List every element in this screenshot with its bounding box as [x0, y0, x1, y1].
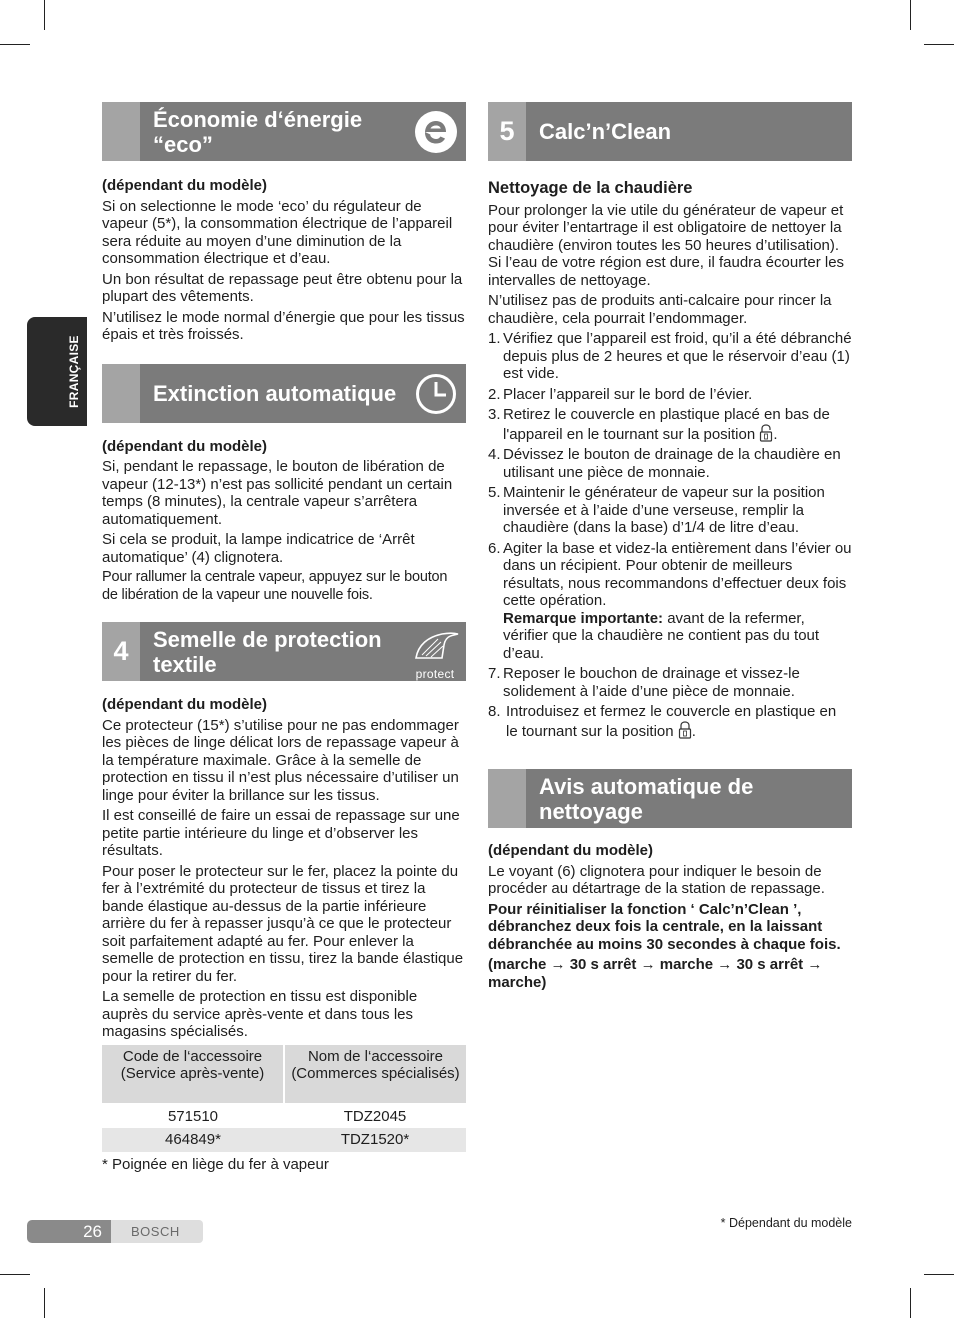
right-column — [488, 102, 852, 994]
unlock-position-icon — [759, 424, 773, 442]
model-note: (dépendant du modèle) — [488, 842, 653, 859]
crop-mark — [910, 0, 911, 30]
language-tab — [27, 317, 87, 426]
list-item — [488, 540, 852, 663]
section-header-eco — [102, 102, 466, 161]
section-number — [102, 364, 140, 423]
step-text: Retirez le couvercle en plastique placé en bas de l'appareil en le tournant sur la position — [503, 406, 830, 443]
paragraph: Un bon résultat de repassage peut être obtenu pour la plupart des vêtements. — [102, 270, 463, 305]
paragraph: N’utilisez pas de produits anti-calcaire pour rincer la chaudière, cela pourrait l’endommager. — [488, 292, 832, 327]
step-number: 8. — [488, 703, 501, 720]
section-title: Extinction automatique — [153, 380, 397, 406]
step-number: 7. — [488, 665, 501, 682]
section-title: Semelle de protection textile — [153, 626, 382, 677]
clock-icon — [412, 370, 460, 418]
paragraph: Si, pendant le repassage, le bouton de libération de vapeur (12-13*) n’est pas sollicité pendant un certain temps (8 minutes), la centrale vapeur s’arrêtera automatiquement. — [102, 458, 453, 528]
section-number: 5 — [488, 102, 526, 161]
left-column — [102, 102, 466, 1176]
subheading: Nettoyage de la chaudière — [488, 179, 693, 197]
crop-mark — [0, 1274, 30, 1275]
footer-note: * Dépendant du modèle — [720, 1216, 852, 1230]
model-note: (dépendant du modèle) — [102, 177, 267, 194]
page-number-text: 26 — [83, 1222, 102, 1241]
step-number: 1. — [488, 330, 501, 347]
step-text: Agiter la base et videz-la entièrement dans l’évier ou dans un récipient. Pour obtenir de meilleurs résultats, nous recommandons d’effectuer deux fois cette opération. — [503, 539, 852, 609]
list-item — [488, 446, 852, 481]
section-header-protect — [102, 622, 466, 681]
crop-mark — [910, 1288, 911, 1318]
lock-position-icon — [678, 721, 692, 739]
table-cell: 464849* — [102, 1128, 284, 1152]
step-text: Vérifiez que l’appareil est froid, qu’il a été débranché depuis plus de 2 heures et que le réservoir d’eau (1) est vide. — [503, 330, 852, 382]
crop-mark — [0, 44, 30, 45]
paragraph: La semelle de protection en tissu est disponible auprès du service après-vente et dans tous les magasins spécialisés. — [102, 988, 418, 1040]
table-cell: 571510 — [167, 1107, 219, 1125]
section-title: Avis automatique de nettoyage — [539, 773, 754, 824]
section-header-notice — [488, 769, 852, 828]
table-row — [102, 1103, 466, 1129]
accessory-table — [102, 1045, 466, 1152]
paragraph: N’utilisez le mode normal d’énergie que pour les tissus épais et très froissés. — [102, 308, 465, 343]
model-note: (dépendant du modèle) — [102, 437, 267, 455]
list-item — [488, 386, 852, 404]
step-text: Placer l’appareil sur le bord de l’évier. — [503, 385, 753, 403]
step-text-end: . — [691, 722, 696, 740]
section-number — [102, 102, 140, 161]
step-text: Maintenir le générateur de vapeur sur la position inversée et à l’aide d’une verseuse, remplir la chaudière (dans la base) d’1/4 de litre d’eau. — [503, 484, 825, 536]
list-item — [488, 703, 852, 740]
list-item — [488, 484, 852, 537]
paragraph: Le voyant (6) clignotera pour indiquer le besoin de procéder au détartrage de la station de repassage. — [488, 862, 825, 897]
crop-mark — [44, 0, 45, 30]
step-text: Introduisez et fermez le couvercle en plastique en le tournant sur la position — [506, 703, 837, 740]
crop-mark — [44, 1288, 45, 1318]
step-text: Dévissez le bouton de drainage de la chaudière en utilisant une pièce de monnaie. — [503, 446, 841, 481]
step-text: avant de la refermer, vérifier que la chaudière ne contient pas du tout d’eau. — [503, 609, 820, 662]
section-title: Économie d‘énergie “eco” — [153, 106, 363, 157]
section-header-calc — [488, 102, 852, 161]
step-number: 5. — [488, 484, 501, 501]
section-number: 4 — [102, 622, 140, 681]
table-header: Nom de l‘accessoire (Commerces spécialisés) — [284, 1045, 466, 1103]
table-header: Code de l‘accessoire (Service après-vente) — [102, 1045, 284, 1103]
table-cell: TDZ1520* — [284, 1128, 466, 1152]
paragraph: (marche → 30 s arrêt → marche → 30 s arrêt → marche) — [488, 956, 823, 991]
step-number: 4. — [488, 446, 501, 463]
section-title: Calc’n’Clean — [539, 119, 672, 144]
section-header-autooff — [102, 364, 466, 423]
page-number — [27, 1220, 111, 1243]
paragraph: Si cela se produit, la lampe indicatrice de ‘Arrêt automatique’ (4) clignotera. — [102, 531, 415, 566]
step-number: 3. — [488, 406, 501, 423]
step-number: 2. — [488, 385, 501, 403]
crop-mark — [924, 1274, 954, 1275]
iron-icon — [408, 625, 462, 665]
paragraph: Il est conseillé de faire un essai de repassage sur une petite partie intérieure du linge et d’observer les résultats. — [102, 807, 460, 859]
step-text-end: . — [773, 425, 778, 443]
list-item — [488, 665, 852, 700]
paragraph: Pour poser le protecteur sur le fer, placez la pointe du fer à l’extrémité du protecteur de tissus et tirez la bande élastique au-dessus de la partie inférieure arrière du fer à repasser jusqu’à ce que le protecteur soit parfaitement adapté au fer. Pour enlever la semelle de protection en tissu, tirez la bande élastique pour la retirer du fer. — [102, 862, 464, 985]
language-tab-label: FRANÇAISE — [67, 335, 81, 408]
cleaning-steps — [488, 330, 852, 740]
eco-e-icon — [412, 108, 460, 156]
protect-label: protect — [415, 667, 455, 681]
list-item — [488, 330, 852, 383]
iron-protect-icon — [408, 625, 462, 679]
table-cell: TDZ2045 — [343, 1107, 407, 1125]
step-text: Reposer le bouchon de drainage et vissez-le solidement à l’aide d’une pièce de monnaie. — [503, 665, 800, 700]
paragraph: Si on selectionne le mode ‘eco’ du régulateur de vapeur (5*), la consommation électrique de l’appareil sera réduite au moyen d’une diminution de la consommation électrique et d’eau. — [102, 197, 453, 267]
paragraph: Pour rallumer la centrale vapeur, appuyez sur le bouton de libération de la vapeur une nouvelle fois. — [102, 569, 448, 603]
step-number: 6. — [488, 539, 501, 557]
important-label: Remarque importante: — [503, 609, 664, 627]
brand-label: BOSCH — [111, 1220, 203, 1243]
model-note: (dépendant du modèle) — [102, 696, 267, 713]
section-number — [488, 769, 526, 828]
paragraph: Pour réinitialiser la fonction ‘ Calc’n’Clean ’, débranchez deux fois la centrale, en la laissant débranchée au moins 30 secondes à chaque fois. — [488, 900, 841, 953]
list-item — [488, 406, 852, 443]
table-row — [102, 1128, 466, 1152]
table-footnote: * Poignée en liège du fer à vapeur — [102, 1155, 329, 1173]
paragraph: Ce protecteur (15*) s’utilise pour ne pas endommager les pièces de linge délicat lors de repassage vapeur à la température maximale. Grâce à la semelle de protection en tissu il n’est plus nécessaire d’utiliser un linge pour éviter la brillance sur les tissus. — [102, 716, 459, 804]
paragraph: Pour prolonger la vie utile du générateur de vapeur et pour éviter l’entartrage il est obligatoire de nettoyer la chaudière (environ toutes les 50 heures d’utilisation). Si l’eau de votre région est dure, il faudra écourter les intervalles de nettoyage. — [488, 201, 845, 289]
crop-mark — [924, 44, 954, 45]
